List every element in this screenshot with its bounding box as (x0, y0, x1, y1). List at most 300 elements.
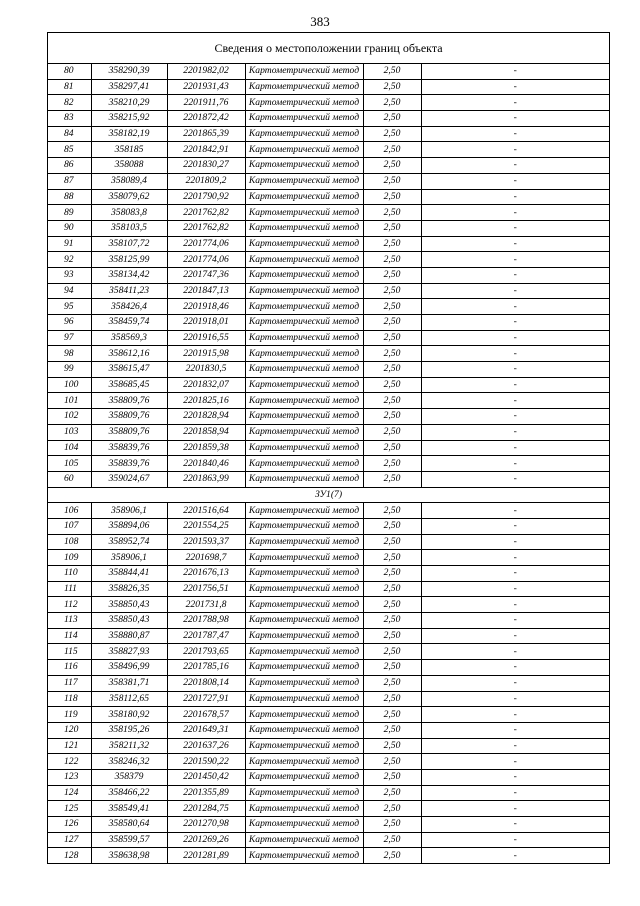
cell-note: - (421, 79, 609, 95)
cell-point-number: 93 (48, 267, 91, 283)
table-row (48, 660, 609, 676)
cell-note: - (421, 550, 609, 566)
cell-accuracy: 2,50 (363, 613, 421, 629)
cell-coord-y: 2201872,42 (167, 111, 245, 127)
cell-method: Картометрический метод (245, 126, 363, 142)
cell-accuracy: 2,50 (363, 205, 421, 221)
cell-note: - (421, 299, 609, 315)
cell-note: - (421, 362, 609, 378)
cell-coord-x: 358880,87 (91, 628, 167, 644)
cell-point-number: 108 (48, 534, 91, 550)
cell-accuracy: 2,50 (363, 142, 421, 158)
cell-note: - (421, 126, 609, 142)
cell-coord-y: 2201355,89 (167, 785, 245, 801)
cell-method: Картометрический метод (245, 79, 363, 95)
coordinates-table (48, 64, 609, 864)
cell-coord-x: 358083,8 (91, 205, 167, 221)
cell-point-number: 86 (48, 158, 91, 174)
table-row (48, 424, 609, 440)
table-row (48, 393, 609, 409)
cell-coord-x: 358459,74 (91, 315, 167, 331)
cell-accuracy: 2,50 (363, 832, 421, 848)
cell-method: Картометрический метод (245, 754, 363, 770)
cell-method: Картометрический метод (245, 362, 363, 378)
cell-accuracy: 2,50 (363, 581, 421, 597)
cell-point-number: 88 (48, 189, 91, 205)
cell-point-number: 120 (48, 722, 91, 738)
cell-method: Картометрический метод (245, 205, 363, 221)
cell-note: - (421, 613, 609, 629)
cell-coord-x: 358952,74 (91, 534, 167, 550)
cell-note: - (421, 503, 609, 519)
cell-coord-x: 358210,29 (91, 95, 167, 111)
cell-note: - (421, 377, 609, 393)
cell-accuracy: 2,50 (363, 456, 421, 472)
cell-accuracy: 2,50 (363, 189, 421, 205)
cell-coord-x: 358894,06 (91, 518, 167, 534)
cell-coord-x: 358496,99 (91, 660, 167, 676)
cell-accuracy: 2,50 (363, 848, 421, 864)
cell-accuracy: 2,50 (363, 95, 421, 111)
cell-method: Картометрический метод (245, 675, 363, 691)
cell-coord-x: 358809,76 (91, 424, 167, 440)
cell-point-number: 80 (48, 64, 91, 79)
cell-accuracy: 2,50 (363, 299, 421, 315)
cell-method: Картометрический метод (245, 518, 363, 534)
cell-coord-y: 2201918,46 (167, 299, 245, 315)
table-row (48, 158, 609, 174)
cell-coord-x: 359024,67 (91, 471, 167, 487)
cell-point-number: 122 (48, 754, 91, 770)
cell-coord-x: 358826,35 (91, 581, 167, 597)
table-row (48, 173, 609, 189)
cell-point-number: 106 (48, 503, 91, 519)
cell-coord-y: 2201284,75 (167, 801, 245, 817)
cell-coord-x: 358850,43 (91, 597, 167, 613)
cell-coord-x: 358906,1 (91, 503, 167, 519)
table-row (48, 267, 609, 283)
cell-note: - (421, 832, 609, 848)
cell-method: Картометрический метод (245, 848, 363, 864)
cell-note: - (421, 628, 609, 644)
cell-point-number: 83 (48, 111, 91, 127)
cell-note: - (421, 315, 609, 331)
cell-point-number: 91 (48, 236, 91, 252)
cell-point-number: 124 (48, 785, 91, 801)
table-row (48, 64, 609, 79)
cell-note: - (421, 581, 609, 597)
cell-point-number: 95 (48, 299, 91, 315)
cell-method: Картометрический метод (245, 330, 363, 346)
cell-accuracy: 2,50 (363, 550, 421, 566)
cell-point-number: 113 (48, 613, 91, 629)
cell-note: - (421, 817, 609, 833)
cell-note: - (421, 95, 609, 111)
table-row (48, 236, 609, 252)
cell-point-number: 111 (48, 581, 91, 597)
coordinates-sheet (47, 32, 610, 864)
cell-coord-y: 2201756,51 (167, 581, 245, 597)
cell-method: Картометрический метод (245, 722, 363, 738)
cell-accuracy: 2,50 (363, 722, 421, 738)
cell-method: Картометрический метод (245, 142, 363, 158)
cell-note: - (421, 267, 609, 283)
cell-method: Картометрический метод (245, 95, 363, 111)
cell-method: Картометрический метод (245, 471, 363, 487)
cell-coord-y: 2201649,31 (167, 722, 245, 738)
cell-coord-x: 358125,99 (91, 252, 167, 268)
cell-coord-y: 2201731,8 (167, 597, 245, 613)
table-row (48, 299, 609, 315)
cell-method: Картометрический метод (245, 252, 363, 268)
table-row (48, 377, 609, 393)
cell-accuracy: 2,50 (363, 566, 421, 582)
table-row (48, 581, 609, 597)
cell-coord-y: 2201859,38 (167, 440, 245, 456)
cell-note: - (421, 801, 609, 817)
cell-coord-y: 2201281,89 (167, 848, 245, 864)
cell-coord-y: 2201918,01 (167, 315, 245, 331)
cell-note: - (421, 393, 609, 409)
table-row (48, 801, 609, 817)
cell-note: - (421, 205, 609, 221)
cell-method: Картометрический метод (245, 440, 363, 456)
cell-method: Картометрический метод (245, 550, 363, 566)
cell-coord-x: 358906,1 (91, 550, 167, 566)
table-row (48, 471, 609, 487)
cell-accuracy: 2,50 (363, 158, 421, 174)
cell-coord-x: 358411,23 (91, 283, 167, 299)
cell-point-number: 123 (48, 769, 91, 785)
table-row (48, 518, 609, 534)
cell-coord-y: 2201828,94 (167, 409, 245, 425)
cell-method: Картометрический метод (245, 64, 363, 79)
cell-note: - (421, 409, 609, 425)
page-number: 383 (310, 14, 330, 29)
cell-coord-x: 358182,19 (91, 126, 167, 142)
cell-method: Картометрический метод (245, 644, 363, 660)
cell-coord-x: 358827,93 (91, 644, 167, 660)
cell-coord-x: 358211,32 (91, 738, 167, 754)
cell-accuracy: 2,50 (363, 785, 421, 801)
cell-note: - (421, 707, 609, 723)
cell-accuracy: 2,50 (363, 173, 421, 189)
table-row (48, 566, 609, 582)
cell-point-number: 104 (48, 440, 91, 456)
section-label: ЗУ1(7) (48, 487, 609, 503)
cell-method: Картометрический метод (245, 315, 363, 331)
cell-accuracy: 2,50 (363, 236, 421, 252)
table-row (48, 754, 609, 770)
cell-point-number: 118 (48, 691, 91, 707)
cell-method: Картометрический метод (245, 424, 363, 440)
cell-accuracy: 2,50 (363, 283, 421, 299)
cell-accuracy: 2,50 (363, 111, 421, 127)
cell-accuracy: 2,50 (363, 675, 421, 691)
cell-coord-y: 2201916,55 (167, 330, 245, 346)
cell-accuracy: 2,50 (363, 126, 421, 142)
cell-point-number: 85 (48, 142, 91, 158)
cell-accuracy: 2,50 (363, 660, 421, 676)
cell-point-number: 100 (48, 377, 91, 393)
cell-method: Картометрический метод (245, 220, 363, 236)
cell-note: - (421, 111, 609, 127)
cell-coord-x: 358685,45 (91, 377, 167, 393)
cell-coord-y: 2201269,26 (167, 832, 245, 848)
cell-coord-x: 358549,41 (91, 801, 167, 817)
cell-note: - (421, 675, 609, 691)
cell-point-number: 117 (48, 675, 91, 691)
table-row (48, 126, 609, 142)
cell-coord-y: 2201787,47 (167, 628, 245, 644)
cell-accuracy: 2,50 (363, 644, 421, 660)
cell-accuracy: 2,50 (363, 503, 421, 519)
table-row (48, 722, 609, 738)
cell-coord-y: 2201830,5 (167, 362, 245, 378)
cell-coord-y: 2201637,26 (167, 738, 245, 754)
cell-coord-x: 358180,92 (91, 707, 167, 723)
cell-method: Картометрический метод (245, 173, 363, 189)
table-row (48, 832, 609, 848)
cell-point-number: 94 (48, 283, 91, 299)
cell-point-number: 84 (48, 126, 91, 142)
table-row (48, 817, 609, 833)
cell-coord-x: 358580,64 (91, 817, 167, 833)
cell-coord-y: 2201863,99 (167, 471, 245, 487)
cell-method: Картометрический метод (245, 691, 363, 707)
cell-point-number: 82 (48, 95, 91, 111)
cell-accuracy: 2,50 (363, 424, 421, 440)
cell-method: Картометрический метод (245, 283, 363, 299)
cell-note: - (421, 722, 609, 738)
cell-accuracy: 2,50 (363, 315, 421, 331)
cell-note: - (421, 189, 609, 205)
cell-method: Картометрический метод (245, 566, 363, 582)
cell-note: - (421, 252, 609, 268)
cell-note: - (421, 456, 609, 472)
table-row (48, 362, 609, 378)
cell-coord-y: 2201590,22 (167, 754, 245, 770)
table-row (48, 628, 609, 644)
cell-method: Картометрический метод (245, 613, 363, 629)
cell-coord-y: 2201830,27 (167, 158, 245, 174)
rows-top (48, 64, 609, 487)
cell-coord-y: 2201727,91 (167, 691, 245, 707)
cell-method: Картометрический метод (245, 597, 363, 613)
cell-accuracy: 2,50 (363, 252, 421, 268)
cell-accuracy: 2,50 (363, 801, 421, 817)
section-row (48, 487, 609, 503)
cell-coord-x: 358297,41 (91, 79, 167, 95)
cell-coord-x: 358134,42 (91, 267, 167, 283)
table-row (48, 848, 609, 864)
cell-coord-x: 358195,26 (91, 722, 167, 738)
table-row (48, 220, 609, 236)
cell-coord-x: 358103,5 (91, 220, 167, 236)
cell-method: Картометрический метод (245, 785, 363, 801)
cell-coord-y: 2201762,82 (167, 205, 245, 221)
cell-coord-y: 2201982,02 (167, 64, 245, 79)
cell-note: - (421, 534, 609, 550)
rows-bottom (48, 503, 609, 864)
section-header (48, 487, 609, 503)
cell-coord-x: 358844,41 (91, 566, 167, 582)
cell-point-number: 101 (48, 393, 91, 409)
cell-point-number: 87 (48, 173, 91, 189)
table-row (48, 644, 609, 660)
cell-point-number: 90 (48, 220, 91, 236)
cell-coord-y: 2201774,06 (167, 236, 245, 252)
cell-coord-x: 358466,22 (91, 785, 167, 801)
table-row (48, 550, 609, 566)
table-row (48, 409, 609, 425)
cell-point-number: 112 (48, 597, 91, 613)
table-row (48, 142, 609, 158)
cell-point-number: 110 (48, 566, 91, 582)
cell-accuracy: 2,50 (363, 597, 421, 613)
cell-coord-y: 2201911,76 (167, 95, 245, 111)
cell-coord-x: 358612,16 (91, 346, 167, 362)
cell-coord-x: 358569,3 (91, 330, 167, 346)
cell-accuracy: 2,50 (363, 220, 421, 236)
table-row (48, 456, 609, 472)
cell-point-number: 99 (48, 362, 91, 378)
cell-note: - (421, 518, 609, 534)
cell-method: Картометрический метод (245, 189, 363, 205)
cell-coord-y: 2201593,37 (167, 534, 245, 550)
cell-accuracy: 2,50 (363, 267, 421, 283)
cell-accuracy: 2,50 (363, 769, 421, 785)
cell-note: - (421, 440, 609, 456)
cell-coord-y: 2201788,98 (167, 613, 245, 629)
cell-coord-y: 2201865,39 (167, 126, 245, 142)
cell-accuracy: 2,50 (363, 346, 421, 362)
cell-note: - (421, 848, 609, 864)
cell-coord-y: 2201554,25 (167, 518, 245, 534)
cell-coord-y: 2201847,13 (167, 283, 245, 299)
cell-coord-x: 358379 (91, 769, 167, 785)
cell-method: Картометрический метод (245, 456, 363, 472)
cell-coord-x: 358112,65 (91, 691, 167, 707)
cell-point-number: 105 (48, 456, 91, 472)
cell-method: Картометрический метод (245, 409, 363, 425)
cell-accuracy: 2,50 (363, 471, 421, 487)
cell-coord-y: 2201762,82 (167, 220, 245, 236)
cell-note: - (421, 785, 609, 801)
cell-coord-y: 2201678,57 (167, 707, 245, 723)
cell-point-number: 126 (48, 817, 91, 833)
cell-coord-x: 358107,72 (91, 236, 167, 252)
cell-note: - (421, 471, 609, 487)
cell-method: Картометрический метод (245, 707, 363, 723)
table-row (48, 330, 609, 346)
cell-coord-y: 2201785,16 (167, 660, 245, 676)
cell-coord-x: 358079,62 (91, 189, 167, 205)
cell-coord-y: 2201808,14 (167, 675, 245, 691)
cell-note: - (421, 283, 609, 299)
cell-coord-y: 2201450,42 (167, 769, 245, 785)
cell-point-number: 127 (48, 832, 91, 848)
table-row (48, 111, 609, 127)
cell-coord-x: 358615,47 (91, 362, 167, 378)
cell-coord-x: 358809,76 (91, 409, 167, 425)
cell-method: Картометрический метод (245, 832, 363, 848)
cell-method: Картометрический метод (245, 346, 363, 362)
cell-coord-x: 358839,76 (91, 440, 167, 456)
cell-note: - (421, 738, 609, 754)
table-row (48, 613, 609, 629)
cell-method: Картометрический метод (245, 581, 363, 597)
cell-coord-y: 2201270,98 (167, 817, 245, 833)
cell-method: Картометрический метод (245, 377, 363, 393)
cell-method: Картометрический метод (245, 801, 363, 817)
table-row (48, 597, 609, 613)
cell-coord-y: 2201858,94 (167, 424, 245, 440)
cell-coord-x: 358599,57 (91, 832, 167, 848)
cell-accuracy: 2,50 (363, 64, 421, 79)
cell-point-number: 102 (48, 409, 91, 425)
cell-coord-x: 358290,39 (91, 64, 167, 79)
table-row (48, 252, 609, 268)
cell-accuracy: 2,50 (363, 362, 421, 378)
cell-coord-y: 2201840,46 (167, 456, 245, 472)
cell-method: Картометрический метод (245, 393, 363, 409)
cell-coord-y: 2201915,98 (167, 346, 245, 362)
table-row (48, 503, 609, 519)
cell-accuracy: 2,50 (363, 738, 421, 754)
cell-coord-y: 2201790,92 (167, 189, 245, 205)
cell-note: - (421, 769, 609, 785)
cell-coord-x: 358381,71 (91, 675, 167, 691)
cell-coord-y: 2201931,43 (167, 79, 245, 95)
cell-method: Картометрический метод (245, 236, 363, 252)
cell-point-number: 115 (48, 644, 91, 660)
cell-accuracy: 2,50 (363, 691, 421, 707)
cell-point-number: 125 (48, 801, 91, 817)
cell-point-number: 109 (48, 550, 91, 566)
cell-coord-x: 358089,4 (91, 173, 167, 189)
table-row (48, 675, 609, 691)
cell-method: Картометрический метод (245, 660, 363, 676)
cell-coord-x: 358839,76 (91, 456, 167, 472)
cell-coord-y: 2201832,07 (167, 377, 245, 393)
cell-note: - (421, 142, 609, 158)
cell-accuracy: 2,50 (363, 79, 421, 95)
cell-note: - (421, 173, 609, 189)
cell-coord-y: 2201747,36 (167, 267, 245, 283)
table-row (48, 440, 609, 456)
cell-coord-y: 2201516,64 (167, 503, 245, 519)
cell-note: - (421, 754, 609, 770)
cell-point-number: 97 (48, 330, 91, 346)
cell-accuracy: 2,50 (363, 330, 421, 346)
cell-coord-x: 358185 (91, 142, 167, 158)
cell-note: - (421, 660, 609, 676)
table-row (48, 707, 609, 723)
table-row (48, 785, 609, 801)
cell-note: - (421, 64, 609, 79)
cell-method: Картометрический метод (245, 267, 363, 283)
table-row (48, 738, 609, 754)
cell-coord-y: 2201825,16 (167, 393, 245, 409)
cell-note: - (421, 158, 609, 174)
table-row (48, 769, 609, 785)
cell-point-number: 107 (48, 518, 91, 534)
cell-note: - (421, 566, 609, 582)
cell-method: Картометрический метод (245, 111, 363, 127)
cell-point-number: 89 (48, 205, 91, 221)
cell-note: - (421, 220, 609, 236)
